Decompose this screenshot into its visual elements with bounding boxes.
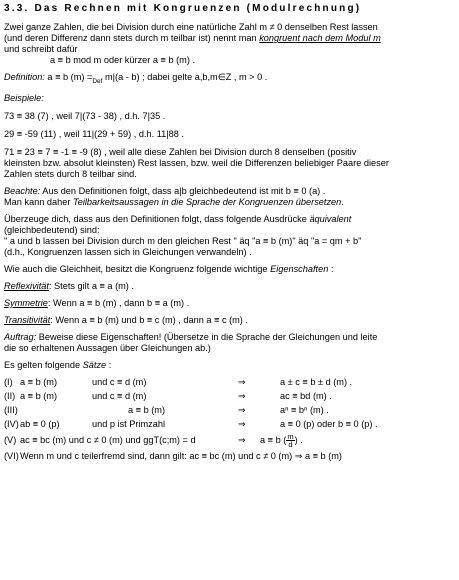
example-line: 73 ≡ 38 (7) , weil 7|(73 - 38) , d.h. 7|35 . bbox=[4, 110, 166, 121]
document-page bbox=[4, 3, 456, 464]
intro-paragraph bbox=[4, 22, 456, 66]
property-reflexivity bbox=[4, 281, 456, 292]
fraction-numerator: m bbox=[287, 431, 294, 441]
note-line bbox=[4, 197, 456, 208]
task-paragraph bbox=[4, 332, 456, 354]
properties-text: : bbox=[328, 263, 334, 274]
theorem-result: a ≡ 0 (p) oder b ≡ 0 (p) . bbox=[280, 419, 378, 430]
theorem-number: (IV) bbox=[4, 419, 19, 430]
theorem-condition: a ≡ b (m) bbox=[128, 405, 166, 416]
task-label: Auftrag: bbox=[4, 331, 37, 342]
note-emphasis: Teilbarkeitsaussagen in die Sprache der Kongruenzen übersetzen bbox=[72, 196, 342, 207]
properties-intro bbox=[4, 264, 456, 275]
convince-line: (d.h., Kongruenzen lassen sich in Gleichungen verwandeln) . bbox=[4, 246, 252, 257]
theorem-row bbox=[4, 376, 456, 390]
theorem-result: ) . bbox=[294, 435, 303, 446]
intro-line bbox=[4, 33, 456, 44]
note-text: Aus den Definitionen folgt, dass a|b gleichbedeutend ist mit b ≡ 0 (a) . bbox=[40, 185, 326, 196]
example-line: kleinsten bzw. absolut kleinsten) Rest lassen, bzw. weil die Differenzen beliebiger Paare dieser bbox=[4, 157, 389, 168]
intro-line: und schreibt dafür bbox=[4, 44, 78, 54]
fraction-denominator: d bbox=[288, 440, 293, 450]
implies-arrow: ⇒ bbox=[238, 391, 246, 402]
theorem-row bbox=[4, 432, 456, 450]
example-line: 29 ≡ -59 (11) , weil 11|(29 + 59) , d.h. 11|88 . bbox=[4, 128, 184, 139]
properties-emphasis: Eigenschaften bbox=[270, 263, 329, 274]
properties-section bbox=[4, 264, 456, 326]
theorem-row bbox=[4, 418, 456, 432]
theorem-premise: ab ≡ 0 (p) bbox=[20, 419, 60, 430]
theorem-number: (II) bbox=[4, 391, 16, 402]
note-text: Man kann daher bbox=[4, 196, 73, 207]
theorem-result: a ≡ b ( bbox=[260, 435, 287, 446]
theorem-row bbox=[4, 390, 456, 404]
theorems-intro bbox=[4, 360, 456, 371]
theorem-result: ac ≡ bd (m) . bbox=[280, 391, 332, 402]
convince-paragraph bbox=[4, 214, 456, 258]
intro-line: Zwei ganze Zahlen, die bei Division durch eine natürliche Zahl m ≠ 0 denselben Rest lassen bbox=[4, 22, 378, 32]
section-title: 3.3. Das Rechnen mit Kongruenzen (Modulrechnung) bbox=[4, 3, 362, 14]
note-paragraph bbox=[4, 186, 456, 208]
implies-arrow: ⇒ bbox=[238, 435, 246, 446]
theorem-row bbox=[4, 404, 456, 418]
theorem-row bbox=[4, 450, 456, 464]
task-line: die so erhaltenen Aussagen über Gleichungen ab.) bbox=[4, 342, 211, 353]
theorem-premise: ac ≡ bc (m) und c ≠ 0 (m) und ggT(c;m) = d bbox=[20, 435, 196, 446]
example-line: 71 ≡ 23 ≡ 7 ≡ -1 ≡ -9 (8) , weil alle diese Zahlen bei Division durch 8 denselben (positiv bbox=[4, 146, 357, 157]
example-line: Zahlen stets durch 8 teilbar sind. bbox=[4, 168, 137, 179]
task-text: Beweise diese Eigenschaften! (Übersetze in die Sprache der Gleichungen und leite bbox=[36, 331, 378, 342]
theorem-text: Wenn m und c teilerfremd sind, dann gilt: ac ≡ bc (m) und c ≠ 0 (m) ⇒ a ≡ b (m) bbox=[20, 451, 342, 462]
theorem-number: (V) bbox=[4, 435, 17, 446]
theorem-result: aⁿ ≡ bⁿ (m) . bbox=[280, 405, 329, 416]
implies-arrow: ⇒ bbox=[238, 419, 246, 430]
property-name: Reflexivität bbox=[4, 280, 49, 291]
theorem-number: (I) bbox=[4, 377, 13, 388]
convince-text: Überzeuge dich, dass aus den Definitionen folgt, dass folgende Ausdrücke bbox=[4, 213, 310, 224]
property-name: Symmetrie bbox=[4, 297, 48, 308]
theorems-emphasis: Sätze bbox=[82, 359, 107, 370]
theorem-condition: und c ≡ d (m) bbox=[92, 391, 147, 402]
definition bbox=[4, 72, 456, 87]
convince-line: " a und b lassen bei Division durch m den gleichen Rest " äq "a ≡ b (m)" äq "a = qm + b" bbox=[4, 235, 362, 246]
theorems-text: Es gelten folgende bbox=[4, 359, 83, 370]
definition-text: a ≡ b (m) = bbox=[44, 72, 93, 82]
definition-rest: m|(a - b) ; dabei gelte a,b,m∈Z , m > 0 . bbox=[102, 72, 268, 82]
note-line bbox=[4, 186, 456, 197]
property-text: : Stets gilt a ≡ a (m) . bbox=[48, 280, 134, 291]
theorem-condition: und c ≡ d (m) bbox=[92, 377, 147, 388]
fraction bbox=[286, 433, 294, 449]
property-transitivity bbox=[4, 315, 456, 326]
theorem-number: (VI) bbox=[4, 451, 19, 462]
convince-line: (gleichbedeutend) sind: bbox=[4, 224, 100, 235]
intro-text: (und deren Differenz dann stets durch m teilbar ist) nennt man bbox=[4, 33, 260, 43]
task-line bbox=[4, 332, 456, 343]
examples-label: Beispiele: bbox=[4, 92, 44, 103]
notation-line: a ≡ b mod m oder kürzer a ≡ b (m) . bbox=[50, 55, 196, 65]
theorems-section bbox=[4, 360, 456, 464]
property-text: : Wenn a ≡ b (m) , dann b ≡ a (m) . bbox=[47, 297, 190, 308]
implies-arrow: ⇒ bbox=[238, 377, 246, 388]
theorem-premise: a ≡ b (m) bbox=[20, 391, 58, 402]
definition-subscript: Def bbox=[92, 77, 103, 85]
implies-arrow: ⇒ bbox=[238, 405, 246, 416]
property-symmetry bbox=[4, 298, 456, 309]
theorem-result: a ± c ≡ b ± d (m) . bbox=[280, 377, 353, 388]
theorem-number: (III) bbox=[4, 405, 18, 416]
definition-label: Definition: bbox=[4, 72, 45, 82]
theorems-text: : bbox=[106, 359, 112, 370]
examples-section bbox=[4, 93, 456, 180]
property-name: Transitivität bbox=[4, 314, 51, 325]
properties-text: Wie auch die Gleichheit, besitzt die Kongruenz folgende wichtige bbox=[4, 263, 271, 274]
theorem-premise: a ≡ b (m) bbox=[20, 377, 58, 388]
theorem-condition: und p ist Primzahl bbox=[92, 419, 166, 430]
property-text: : Wenn a ≡ b (m) und b ≡ c (m) , dann a ≡ c (m) . bbox=[50, 314, 248, 325]
note-label: Beachte: bbox=[4, 185, 41, 196]
convince-line bbox=[4, 214, 456, 225]
convince-emphasis: äquivalent bbox=[309, 213, 352, 224]
defined-term: kongruent nach dem Modul m bbox=[259, 33, 381, 43]
note-text: . bbox=[341, 196, 344, 207]
